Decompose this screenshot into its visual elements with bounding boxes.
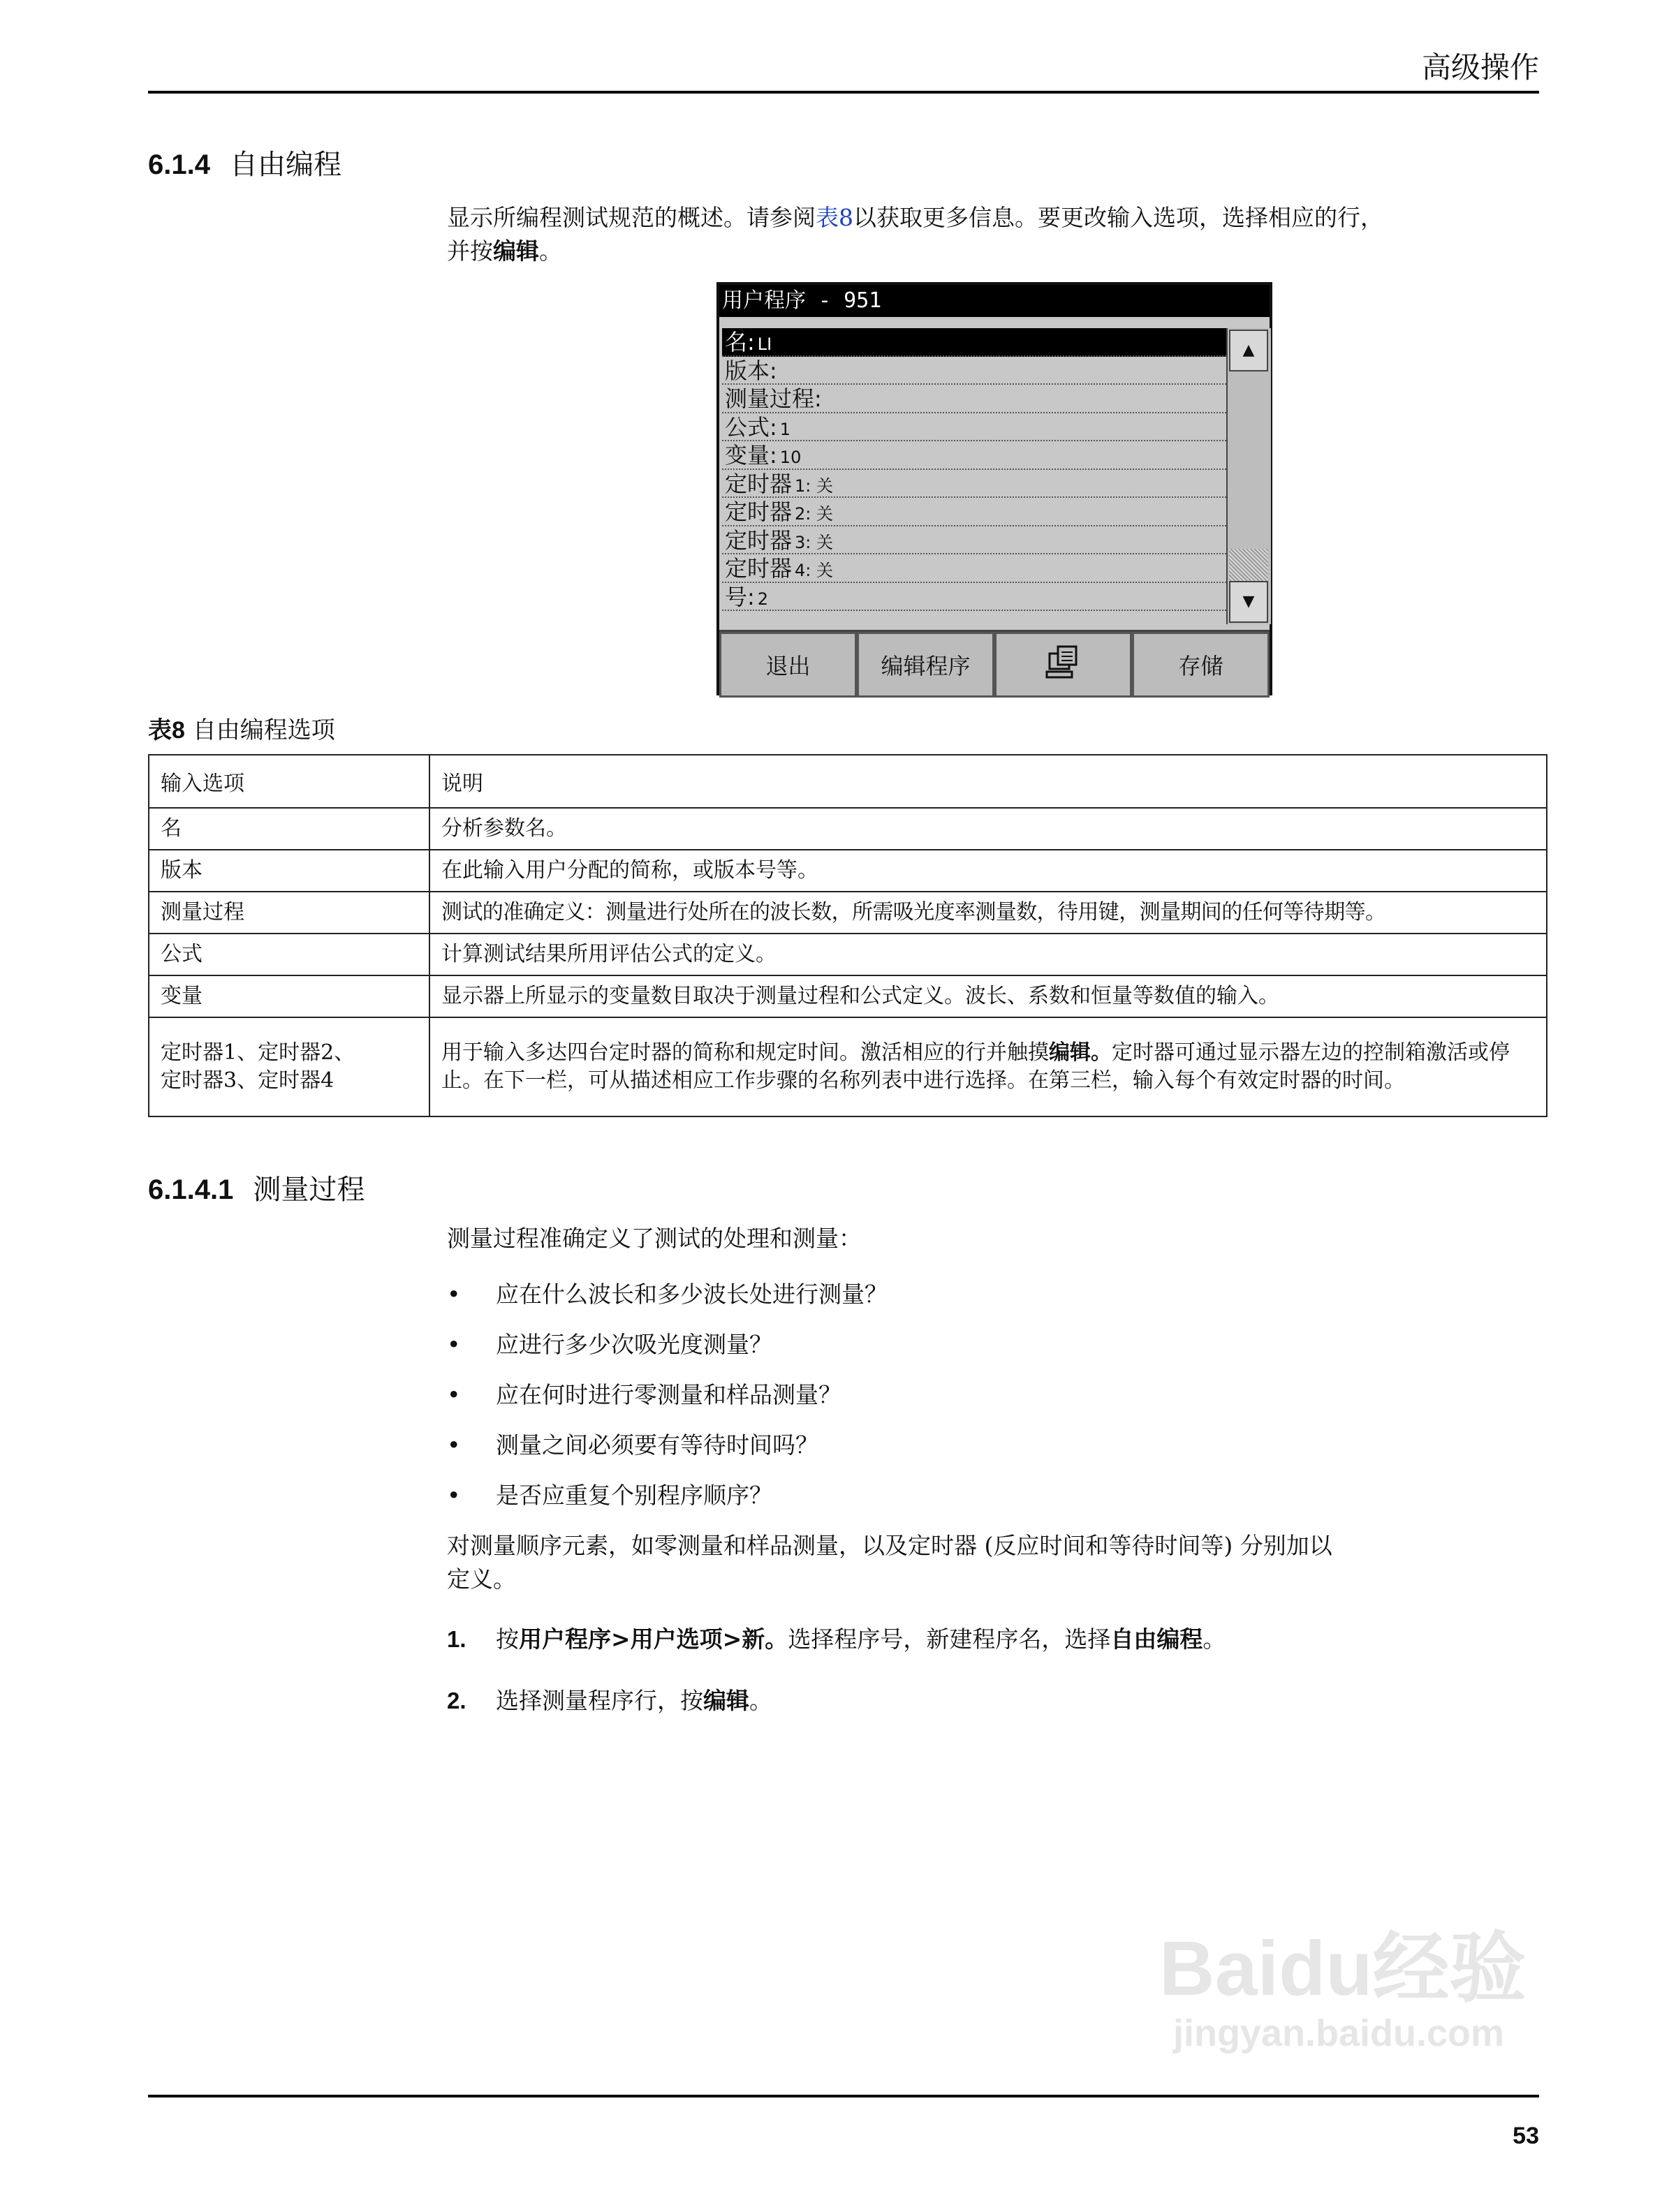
page-number: 53: [1513, 2123, 1539, 2149]
column-header: 输入选项: [149, 755, 429, 808]
section-number: 6.1.4: [148, 149, 210, 180]
table-8-link[interactable]: 表8: [816, 204, 853, 231]
list-item[interactable]: 测量过程:: [722, 385, 1226, 413]
computer-icon-button[interactable]: [994, 632, 1132, 698]
section-title: 自由编程: [229, 149, 341, 181]
scroll-up-arrow-icon[interactable]: ▲: [1229, 330, 1268, 371]
list-item: • 是否应重复个别程序顺序？: [447, 1479, 1536, 1529]
table-row: 名 分析参数名。: [149, 808, 1547, 850]
scrollbar-thumb[interactable]: [1229, 549, 1268, 584]
footer-rule: [148, 2095, 1539, 2097]
exit-button[interactable]: 退出: [719, 632, 857, 698]
watermark: Baidu经验 jingyan.baidu.com: [1159, 1926, 1527, 2054]
list-item[interactable]: 定时器 3: 关: [722, 526, 1226, 555]
list-item: • 测量之间必须要有等待时间吗？: [447, 1429, 1536, 1479]
table-caption-text: 自由编程选项: [192, 716, 335, 744]
device-screen: [716, 282, 1272, 695]
list-item: • 应在什么波长和多少波长处进行测量？: [447, 1278, 1536, 1328]
table-row: 变量 显示器上所显示的变量数目取决于测量过程和公式定义。波长、系数和恒量等数值的输入。: [149, 975, 1547, 1017]
scroll-down-arrow-icon[interactable]: ▼: [1229, 581, 1268, 623]
section-heading: [148, 142, 341, 182]
table-caption: [148, 711, 335, 745]
header-rule: [148, 91, 1539, 94]
table-caption-number: 表8: [148, 717, 185, 744]
list-item[interactable]: 定时器 4: 关: [722, 554, 1226, 583]
edit-program-button[interactable]: 编辑程序: [857, 632, 994, 698]
list-item[interactable]: 定时器 2: 关: [722, 498, 1226, 526]
subsection-title: 测量过程: [253, 1174, 365, 1206]
running-header-title: 高级操作: [1421, 50, 1539, 84]
table-row: 定时器1、定时器2、 定时器3、定时器4 用于输入多达四台定时器的简称和规定时间。激活相应的行并触摸编辑。定时器可通过显示器左边的控制箱激活或停止。在下一栏，可从描述相应工作步骤的名称列表中进行选择。在第三栏，输入每个有效定时器的时间。: [149, 1017, 1547, 1116]
table-row: 版本 在此输入用户分配的简称，或版本号等。: [149, 850, 1547, 892]
list-item: • 应进行多少次吸光度测量？: [447, 1328, 1536, 1378]
options-table: [148, 754, 1547, 1117]
list-item[interactable]: 公式: 1: [722, 413, 1226, 442]
screen-title: 用户程序 - 951: [719, 285, 1270, 317]
subsection-paragraph: 对测量顺序元素，如零测量和样品测量，以及定时器 (反应时间和等待时间等) 分别加以 定义。: [447, 1532, 1332, 1593]
list-item[interactable]: 定时器 1: 关: [722, 470, 1226, 499]
list-item[interactable]: 名: LI: [722, 328, 1226, 357]
subsection-number: 6.1.4.1: [148, 1174, 234, 1205]
program-option-list: [722, 328, 1226, 626]
screen-button-bar: [719, 630, 1270, 698]
edit-keyword: 编辑: [493, 237, 539, 265]
column-header: 说明: [429, 755, 1547, 808]
table-row: 测量过程 测试的准确定义：测量进行处所在的波长数，所需吸光度率测量数，待用键，测量期间的任何等待期等。: [149, 892, 1547, 934]
question-list: [447, 1278, 1536, 1529]
subsection-heading: [148, 1167, 365, 1207]
table-header-row: [149, 755, 1547, 808]
computer-icon: [1043, 644, 1084, 686]
store-button[interactable]: 存储: [1132, 632, 1270, 698]
list-item[interactable]: 变量: 10: [722, 441, 1226, 470]
section-intro: 显示所编程测试规范的概述。请参阅表8以获取更多信息。要更改输入选项，选择相应的行， 并按编辑。: [447, 204, 1383, 265]
list-item[interactable]: 号: 2: [722, 583, 1226, 612]
subsection-intro: 测量过程准确定义了测试的处理和测量：: [447, 1225, 862, 1252]
list-item[interactable]: 版本:: [722, 357, 1226, 385]
table-row: 公式 计算测试结果所用评估公式的定义。: [149, 934, 1547, 975]
step-1: 1. 按用户程序>用户选项>新。选择程序号，新建程序名，选择自由编程。: [447, 1625, 1226, 1653]
list-item: • 应在何时进行零测量和样品测量？: [447, 1378, 1536, 1429]
scrollbar[interactable]: [1226, 328, 1271, 624]
step-2: 2. 选择测量程序行，按编辑。: [447, 1687, 772, 1714]
